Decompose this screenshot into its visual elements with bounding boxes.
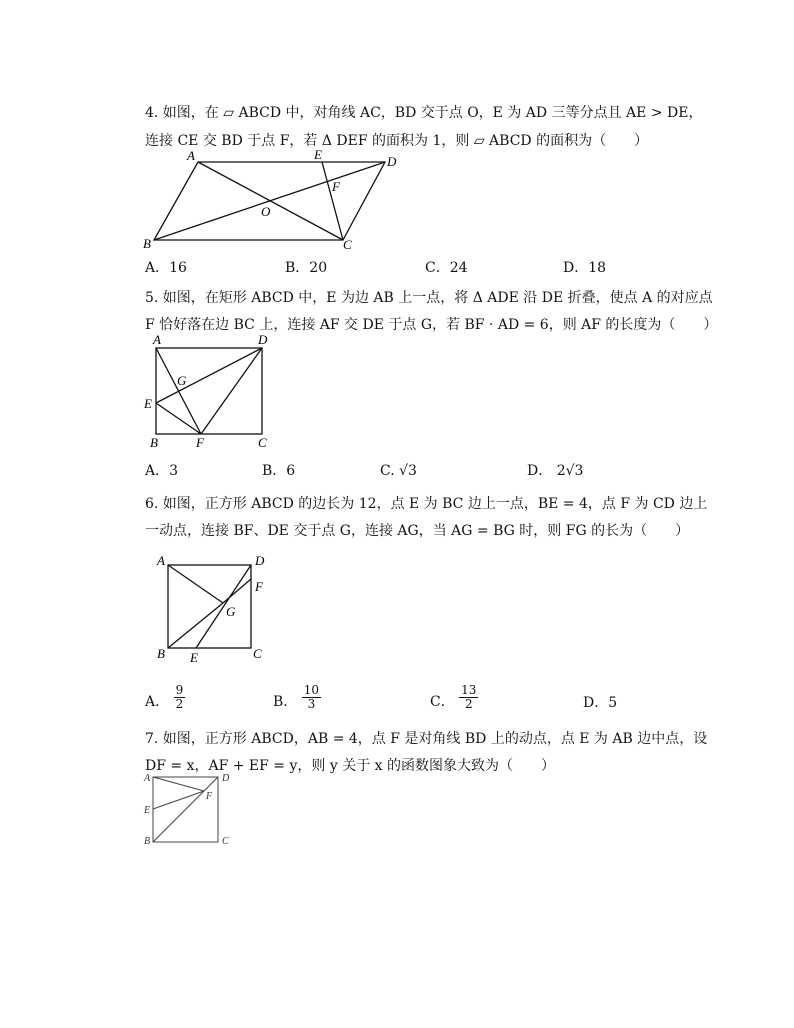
q5-label-F: F <box>196 435 204 450</box>
q4-option-a: A．16 <box>145 260 187 276</box>
q6-label-A: A <box>157 553 165 568</box>
q5-label-G: G <box>177 373 187 388</box>
q5-label-C: C <box>258 435 267 450</box>
q4-label-A: A <box>187 148 195 163</box>
q4-label-B: B <box>143 236 151 251</box>
q6-option-c-denominator: 2 <box>464 697 473 711</box>
q6-option-c-prefix: C． <box>430 694 455 710</box>
q4-option-c: C．24 <box>425 260 468 276</box>
q6-label-D: D <box>255 553 265 568</box>
q6-option-b-denominator: 3 <box>307 697 316 711</box>
q4-option-b: B．20 <box>285 260 328 276</box>
q6-option-b-fraction <box>302 684 321 711</box>
q5-option-a: A．3 <box>145 463 179 479</box>
q6-option-d: D．5 <box>583 695 618 711</box>
q5-text-line2: F 恰好落在边 BC 上，连接 AF 交 DE 于点 G，若 BF · AD = 6，则 AF 的长度为（ ） <box>145 317 718 333</box>
q6-option-c-fraction <box>459 684 478 711</box>
q6-square-figure <box>150 550 280 670</box>
q5-label-B: B <box>150 435 158 450</box>
q7-label-E: E <box>144 805 151 816</box>
q4-parallelogram-figure <box>140 145 410 255</box>
q6-label-E: E <box>190 650 198 665</box>
q7-label-D: D <box>222 773 230 784</box>
q4-label-E: E <box>314 147 322 162</box>
q5-rectangle-figure <box>140 330 280 455</box>
q6-option-a <box>145 684 185 711</box>
q6-option-b-prefix: B． <box>273 694 298 710</box>
q6-option-a-fraction <box>174 684 186 711</box>
q7-text-line2: DF = x，AF + EF = y，则 y 关于 x 的函数图象大致为（ ） <box>145 758 555 774</box>
q5-option-d-value: 2√3 <box>556 463 584 479</box>
q5-label-E: E <box>144 396 152 411</box>
q7-label-B: B <box>144 836 151 847</box>
q7-label-C: C <box>222 836 229 847</box>
q4-option-d: D．18 <box>563 260 607 276</box>
q4-label-C: C <box>343 237 352 252</box>
q5-option-d-prefix: D． <box>527 463 553 479</box>
q5-option-c-prefix: C. <box>380 463 395 479</box>
q5-label-D: D <box>258 332 268 347</box>
q4-label-F: F <box>332 179 340 194</box>
q7-label-A: A <box>144 773 151 784</box>
q4-label-D: D <box>387 154 397 169</box>
q4-text-line1: 4. 如图，在 ▱ ABCD 中，对角线 AC，BD 交于点 O，E 为 AD 三等分点且 AE > DE， <box>145 105 703 121</box>
q6-option-a-denominator: 2 <box>175 697 184 711</box>
q4-text-line2: 连接 CE 交 BD 于点 F，若 Δ DEF 的面积为 1，则 ▱ ABCD 的面积为（ ） <box>145 133 649 149</box>
q6-option-a-numerator: 9 <box>175 683 184 697</box>
q6-option-c-numerator: 13 <box>461 683 477 697</box>
q7-square-figure <box>142 770 242 850</box>
q6-option-a-prefix: A． <box>145 694 170 710</box>
q6-option-b-numerator: 10 <box>303 683 320 697</box>
q6-label-C: C <box>253 646 262 661</box>
q6-option-b <box>273 684 321 711</box>
q6-label-F: F <box>255 579 263 594</box>
q5-option-c-value: √3 <box>399 463 417 479</box>
q7-text-line1: 7. 如图，正方形 ABCD，AB = 4，点 F 是对角线 BD 上的动点，点 E 为 AB 边中点，设 <box>145 731 708 747</box>
q4-label-O: O <box>261 204 271 219</box>
q6-label-G: G <box>226 604 236 619</box>
q5-option-c <box>380 462 417 480</box>
q6-option-c <box>430 684 478 711</box>
q6-text-line1: 6. 如图，正方形 ABCD 的边长为 12，点 E 为 BC 边上一点，BE = 4，点 F 为 CD 边上 <box>145 496 708 512</box>
q5-option-b: B．6 <box>262 463 296 479</box>
q6-text-line2: 一动点，连接 BF、DE 交于点 G，连接 AG，当 AG = BG 时，则 FG 的长为（ ） <box>145 523 690 539</box>
q5-text-line1: 5. 如图，在矩形 ABCD 中，E 为边 AB 上一点，将 Δ ADE 沿 DE 折叠，使点 A 的对应点 <box>145 290 713 306</box>
q7-label-F: F <box>206 791 213 802</box>
q5-option-d <box>527 462 583 480</box>
q5-label-A: A <box>153 332 161 347</box>
q6-label-B: B <box>157 646 165 661</box>
